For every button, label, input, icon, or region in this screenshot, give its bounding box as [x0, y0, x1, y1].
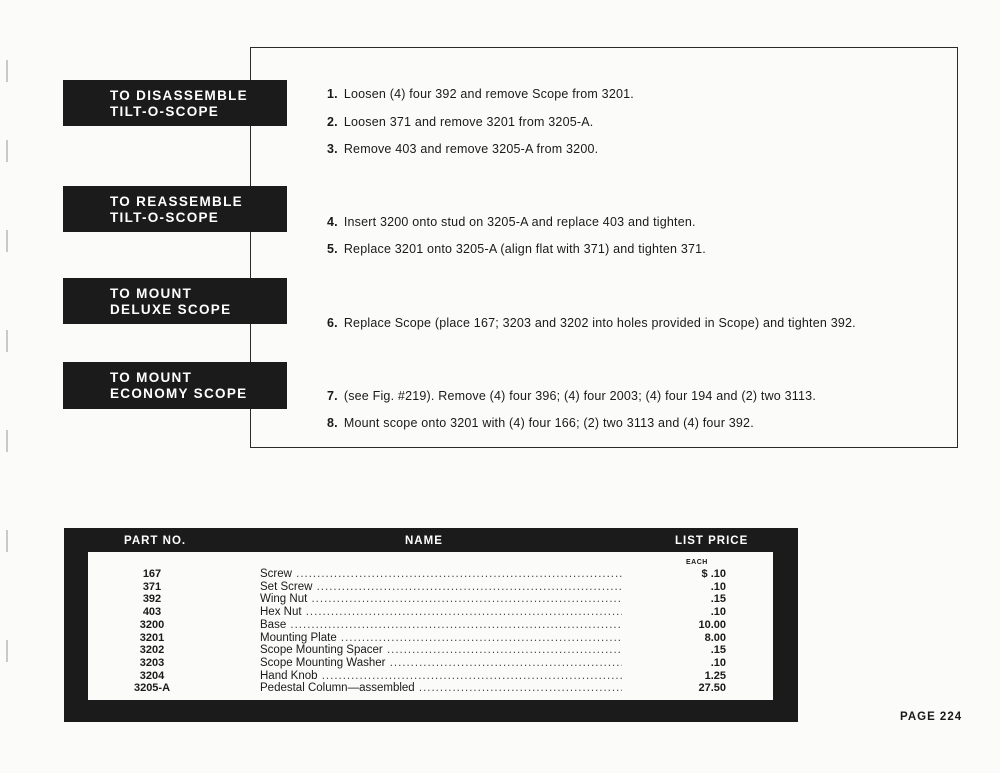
step-6 [327, 316, 856, 330]
part-name: Set Screw ..... [260, 581, 622, 594]
part-price: 1.25 [704, 669, 726, 682]
section-label-line: TO MOUNT [110, 286, 193, 301]
step-number: 7. [327, 389, 338, 403]
step-text: Mount scope onto 3201 with (4) four 166; (2) two 3113 and (4) four 392. [343, 416, 754, 430]
step-text: Replace Scope (place 167; 3203 and 3202 into holes provided in Scope) and tighten 392. [343, 316, 856, 330]
part-number: 3200 [139, 618, 165, 631]
part-number: 3205-A [133, 682, 171, 695]
section-label-line: TILT-O-SCOPE [110, 104, 220, 119]
binder-mark [6, 230, 8, 252]
section-label-line: TO DISASSEMBLE [110, 88, 248, 103]
table-row [88, 606, 773, 619]
part-number: 3202 [139, 644, 165, 657]
step-2 [327, 115, 593, 129]
table-row [88, 593, 773, 606]
part-number: 371 [142, 580, 162, 593]
part-price: 8.00 [704, 631, 726, 644]
section-label-disassemble [63, 80, 287, 126]
step-5 [327, 242, 706, 256]
step-number: 6. [327, 316, 338, 330]
section-label-line: ECONOMY SCOPE [110, 386, 248, 401]
step-number: 3. [327, 142, 338, 156]
step-text: Loosen 371 and remove 3201 from 3205-A. [343, 115, 594, 129]
part-price: .10 [710, 580, 726, 593]
each-label: EACH [686, 559, 708, 566]
step-text: Insert 3200 onto stud on 3205-A and replace 403 and tighten. [343, 215, 696, 229]
table-row [88, 581, 773, 594]
part-number: 3201 [139, 631, 165, 644]
step-number: 1. [327, 87, 338, 101]
table-row [88, 568, 773, 581]
table-row [88, 670, 773, 683]
section-label-line: DELUXE SCOPE [110, 302, 232, 317]
step-text: Remove 403 and remove 3205-A from 3200. [343, 142, 599, 156]
part-number: 403 [142, 606, 162, 619]
column-header-part-no: PART NO. [124, 535, 187, 547]
step-4 [327, 215, 696, 229]
table-row [88, 682, 773, 695]
table-row [88, 644, 773, 657]
part-number: 392 [142, 593, 162, 606]
part-name: Hand Knob ..... [260, 670, 622, 683]
part-price: $ .10 [701, 568, 726, 580]
step-number: 4. [327, 215, 338, 229]
part-name: Scope Mounting Washer ..... [260, 657, 622, 670]
table-row [88, 657, 773, 670]
part-price: 27.50 [698, 682, 726, 695]
part-price: .15 [710, 644, 726, 657]
step-number: 2. [327, 115, 338, 129]
part-number: 167 [142, 568, 162, 580]
binder-mark [6, 330, 8, 352]
page-number: PAGE 224 [900, 711, 963, 723]
table-row [88, 632, 773, 645]
step-text: Replace 3201 onto 3205-A (align flat with 371) and tighten 371. [343, 242, 706, 256]
binder-mark [6, 140, 8, 162]
step-text: Loosen (4) four 392 and remove Scope from 3201. [343, 87, 634, 101]
section-label-line: TO REASSEMBLE [110, 194, 243, 209]
part-name: Pedestal Column—assembled ..... [260, 682, 622, 695]
section-label-mount-economy [63, 362, 287, 409]
part-name: Screw ..... [260, 568, 622, 581]
part-name: Hex Nut ..... [260, 606, 622, 619]
binder-mark [6, 640, 8, 662]
part-price: 10.00 [698, 618, 726, 631]
column-header-list-price: LIST PRICE [675, 535, 749, 547]
part-number: 3203 [139, 656, 165, 669]
section-label-reassemble [63, 186, 287, 232]
part-name: Wing Nut ..... [260, 593, 622, 606]
part-price: .10 [710, 606, 726, 619]
step-number: 8. [327, 416, 338, 430]
table-row [88, 619, 773, 632]
step-7 [327, 389, 816, 403]
step-1 [327, 87, 634, 101]
part-name: Base ..... [260, 619, 622, 632]
column-header-name: NAME [405, 535, 443, 547]
part-name: Scope Mounting Spacer ..... [260, 644, 622, 657]
part-number: 3204 [139, 669, 165, 682]
step-8 [327, 416, 754, 430]
step-3 [327, 142, 598, 156]
step-text: (see Fig. #219). Remove (4) four 396; (4) four 2003; (4) four 194 and (2) two 3113. [343, 389, 816, 403]
binder-mark [6, 530, 8, 552]
part-price: .10 [710, 656, 726, 669]
section-label-line: TO MOUNT [110, 370, 193, 385]
binder-mark [6, 430, 8, 452]
part-price: .15 [710, 593, 726, 606]
part-name: Mounting Plate ..... [260, 632, 622, 645]
step-number: 5. [327, 242, 338, 256]
section-label-mount-deluxe [63, 278, 287, 324]
binder-mark [6, 60, 8, 82]
section-label-line: TILT-O-SCOPE [110, 210, 220, 225]
